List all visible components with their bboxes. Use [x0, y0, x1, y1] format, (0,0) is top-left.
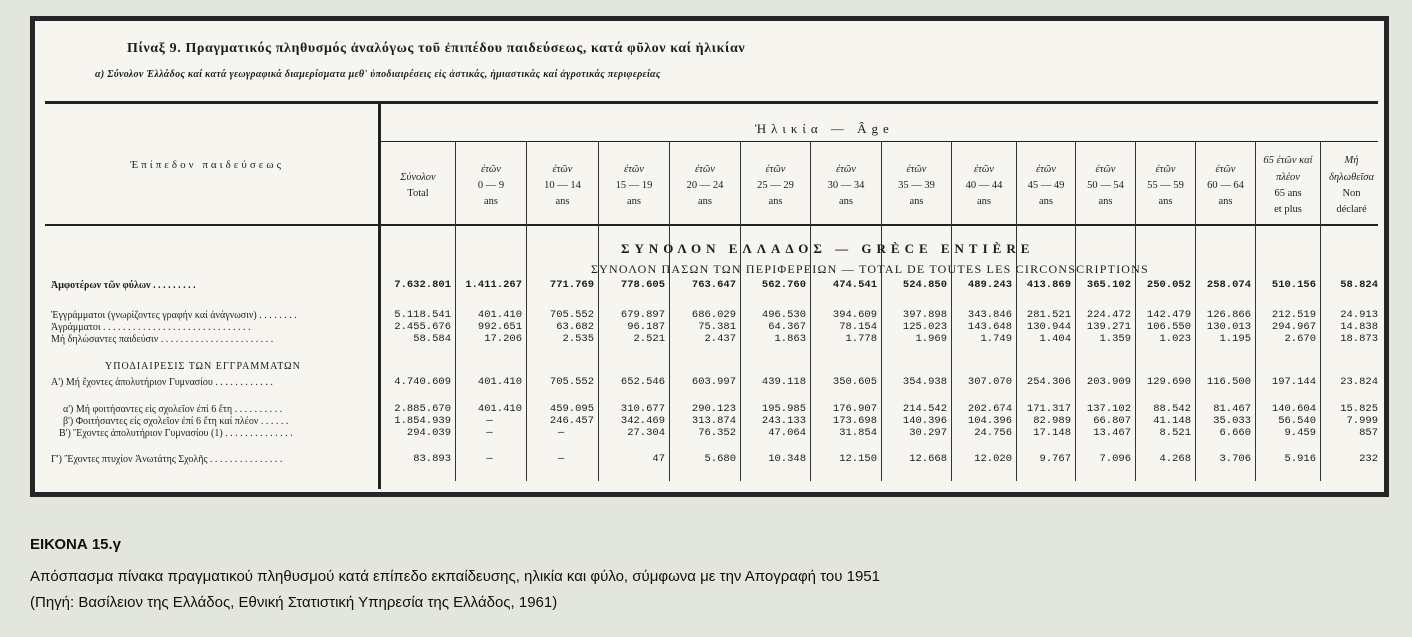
- table-cell: 3.706: [1219, 453, 1251, 465]
- table-cell: 212.519: [1271, 309, 1316, 321]
- table-cell: 58.584: [413, 333, 451, 345]
- table-cell: 1.195: [1219, 333, 1251, 345]
- column-header-bottom: ans: [1158, 196, 1173, 208]
- column-header-bottom: ans: [1218, 196, 1233, 208]
- column-header: [952, 151, 1016, 221]
- table-subtitle: α) Σύνολον Ἑλλάδος καί κατά γεωγραφικά διαμερίσματα μεθ' ὑποδιαιρέσεις εἰς ἀστικάς, ἡμιαστικάς καί ἀγροτικάς περιφερείας: [95, 69, 661, 80]
- row-label: Ἀγράμματοι . . . . . . . . . . . . . . . . . . . . . . . . . . . . . .: [51, 322, 251, 333]
- table-cell: 63.682: [556, 321, 594, 333]
- column-header-bottom: déclaré: [1336, 204, 1367, 216]
- table-cell: 24.913: [1340, 309, 1378, 321]
- column-header-mid: 30 — 34: [827, 179, 865, 191]
- table-cell: 130.013: [1206, 321, 1251, 333]
- table-row: [35, 376, 1384, 389]
- table-cell: —: [557, 427, 565, 439]
- column-header: [1136, 151, 1195, 221]
- row-label: Γ') Ἔχοντες πτυχίον Ἀνωτάτης Σχολῆς . . . . . . . . . . . . . . .: [51, 454, 283, 465]
- table-cell: 224.472: [1086, 309, 1131, 321]
- table-cell: 2.437: [704, 333, 736, 345]
- column-header-mid: 55 — 59: [1147, 179, 1184, 191]
- column-header-bottom: ans: [698, 196, 712, 208]
- table-cell: 7.632.801: [394, 279, 451, 291]
- figure-caption-title: ΕΙΚΟΝΑ 15.γ: [30, 536, 122, 553]
- column-header-mid: 50 — 54: [1087, 179, 1124, 191]
- table-cell: 7.999: [1346, 415, 1378, 427]
- table-cell: 401.410: [477, 376, 522, 388]
- row-label: Α') Μή ἔχοντες ἀπολυτήριον Γυμνασίου . . . . . . . . . . . .: [51, 377, 273, 388]
- column-header: [381, 151, 455, 221]
- column-header-top: Μή δηλωθεῖσα: [1329, 155, 1374, 183]
- table-cell: 603.997: [691, 376, 736, 388]
- table-cell: 310.677: [620, 403, 665, 415]
- table-cell: 496.530: [761, 309, 806, 321]
- table-cell: 413.869: [1026, 279, 1071, 291]
- table-cell: 401.410: [477, 309, 522, 321]
- column-header-mid: 60 — 64: [1207, 179, 1244, 191]
- table-cell: 2.521: [633, 333, 665, 345]
- column-header-top: ἐτῶν: [906, 163, 927, 175]
- column-header-top: ἐτῶν: [1095, 163, 1116, 175]
- rule-age-header: [378, 141, 1378, 142]
- table-cell: —: [486, 427, 493, 439]
- table-cell: 31.854: [839, 427, 877, 439]
- table-cell: 9.767: [1039, 453, 1071, 465]
- column-header-bottom: ans: [839, 196, 853, 208]
- column-header-bottom: ans: [555, 196, 570, 208]
- table-cell: 365.102: [1086, 279, 1131, 291]
- rule-column-heads: [45, 224, 1378, 226]
- column-header-bottom: ans: [1039, 196, 1053, 208]
- table-cell: 58.824: [1340, 279, 1378, 291]
- table-cell: 243.133: [761, 415, 806, 427]
- table-cell: 1.404: [1039, 333, 1071, 345]
- table-cell: 140.396: [902, 415, 947, 427]
- table-cell: 1.023: [1159, 333, 1191, 345]
- table-cell: 1.969: [915, 333, 947, 345]
- table-cell: 652.546: [620, 376, 665, 388]
- table-cell: 56.540: [1278, 415, 1316, 427]
- section-title: ΣΥΝΟΛΟΝ ΕΛΛΑΔΟΣ — GRÈCE ENTIÈRE: [621, 241, 1035, 256]
- column-header-top: ἐτῶν: [624, 163, 644, 175]
- column-header-bottom: ans: [484, 196, 498, 208]
- column-header: [1196, 151, 1255, 221]
- table-cell: 17.206: [484, 333, 522, 345]
- table-cell: 214.542: [902, 403, 947, 415]
- table-cell: 12.020: [974, 453, 1012, 465]
- table-cell: 125.023: [902, 321, 947, 333]
- table-cell: 246.457: [549, 415, 594, 427]
- column-header-mid: 25 — 29: [757, 179, 794, 191]
- column-header-top: ἐτῶν: [552, 163, 573, 175]
- column-header-top: ἐτῶν: [481, 163, 501, 175]
- table-cell: 142.479: [1146, 309, 1191, 321]
- table-cell: 7.096: [1099, 453, 1131, 465]
- table-cell: 88.542: [1153, 403, 1191, 415]
- scanned-table-frame: [30, 16, 1389, 497]
- table-cell: 459.095: [549, 403, 594, 415]
- column-header-mid: Non: [1342, 188, 1361, 199]
- table-cell: 294.967: [1271, 321, 1316, 333]
- column-header-top: ἐτῶν: [765, 163, 786, 175]
- table-cell: 313.874: [691, 415, 736, 427]
- column-header-bottom: ans: [977, 196, 991, 208]
- column-header: [741, 151, 810, 221]
- table-cell: 778.605: [620, 279, 665, 291]
- scanned-table-sheet: [35, 21, 1384, 492]
- table-cell: 13.467: [1093, 427, 1131, 439]
- table-cell: 14.838: [1340, 321, 1378, 333]
- stub-header: Ἐπίπεδον παιδεύσεως: [130, 159, 284, 171]
- row-label: β') Φοιτήσαντες εἰς σχολεῖον ἐπί 6 ἔτη καί πλέον . . . . . .: [63, 416, 289, 427]
- table-cell: 130.944: [1026, 321, 1071, 333]
- table-cell: 17.148: [1033, 427, 1071, 439]
- column-header: [670, 151, 740, 221]
- table-cell: 354.938: [902, 376, 947, 388]
- column-header-mid: 20 — 24: [686, 179, 724, 191]
- table-cell: 307.070: [967, 376, 1012, 388]
- table-cell: 679.897: [620, 309, 665, 321]
- table-cell: 397.898: [902, 309, 947, 321]
- table-cell: 197.144: [1271, 376, 1316, 388]
- table-cell: 294.039: [406, 427, 451, 439]
- column-header: [1017, 151, 1075, 221]
- row-label: Μή δηλώσαντες παιδεύσιν . . . . . . . . . . . . . . . . . . . . . . .: [51, 334, 274, 345]
- table-cell: 66.807: [1093, 415, 1131, 427]
- column-header-top: ἐτῶν: [1215, 163, 1236, 175]
- table-cell: —: [557, 453, 565, 465]
- column-header: [882, 151, 951, 221]
- column-header-mid: 40 — 44: [965, 179, 1003, 191]
- table-cell: 1.778: [845, 333, 877, 345]
- table-cell: 12.150: [839, 453, 877, 465]
- table-cell: 203.909: [1086, 376, 1131, 388]
- table-cell: 139.271: [1086, 321, 1131, 333]
- table-cell: 992.651: [477, 321, 522, 333]
- column-header-top: ἐτῶν: [974, 163, 994, 175]
- table-cell: 4.268: [1159, 453, 1191, 465]
- table-cell: 1.863: [774, 333, 806, 345]
- table-cell: 116.500: [1206, 376, 1251, 388]
- table-cell: 290.123: [691, 403, 736, 415]
- table-cell: 104.396: [967, 415, 1012, 427]
- table-cell: 2.455.676: [394, 321, 451, 333]
- column-header-mid: 65 ans: [1274, 188, 1302, 199]
- table-row: [35, 333, 1384, 346]
- column-header: [811, 151, 881, 221]
- table-cell: 2.670: [1284, 333, 1316, 345]
- table-cell: 12.668: [909, 453, 947, 465]
- table-cell: 171.317: [1026, 403, 1071, 415]
- table-cell: 30.297: [909, 427, 947, 439]
- table-title: Πίναξ 9. Πραγματικός πληθυσμός ἀναλόγως τοῦ ἐπιπέδου παιδεύσεως, κατά φῦλον καί ἡλικίαν: [127, 41, 746, 56]
- column-header: [1321, 151, 1382, 221]
- table-cell: 1.749: [980, 333, 1012, 345]
- group-header: ΥΠΟΔΙΑΙΡΕΣΙΣ ΤΩΝ ΕΓΓΡΑΜΜΑΤΩΝ: [105, 361, 301, 372]
- table-cell: 35.033: [1213, 415, 1251, 427]
- table-cell: 1.359: [1099, 333, 1131, 345]
- table-cell: 489.243: [967, 279, 1012, 291]
- column-header-top: ἐτῶν: [1155, 163, 1176, 175]
- column-header: [599, 151, 669, 221]
- table-cell: 83.893: [413, 453, 451, 465]
- table-cell: 47.064: [768, 427, 806, 439]
- figure-caption-line2: (Πηγή: Βασίλειον της Ελλάδος, Εθνική Στατιστική Υπηρεσία της Ελλάδος, 1961): [30, 594, 558, 611]
- column-header-top: ἐτῶν: [1036, 163, 1056, 175]
- table-cell: 281.521: [1026, 309, 1071, 321]
- table-cell: 686.029: [691, 309, 736, 321]
- table-cell: 474.541: [832, 279, 877, 291]
- figure-caption-line1: Απόσπασμα πίνακα πραγματικού πληθυσμού κατά επίπεδο εκπαίδευσης, ηλικία και φύλο, σύμφωνα με την Απογραφή του 1951: [30, 568, 880, 585]
- column-header-top: ἐτῶν: [695, 163, 715, 175]
- table-cell: 106.550: [1146, 321, 1191, 333]
- column-header-bottom: ans: [1098, 196, 1113, 208]
- table-cell: 96.187: [627, 321, 665, 333]
- table-cell: 129.690: [1146, 376, 1191, 388]
- table-cell: 8.521: [1159, 427, 1191, 439]
- column-header-mid: 35 — 39: [898, 179, 935, 191]
- table-cell: 1.854.939: [394, 415, 451, 427]
- table-cell: 76.352: [698, 427, 736, 439]
- table-cell: 176.907: [832, 403, 877, 415]
- column-header-mid: 0 — 9: [477, 179, 505, 191]
- table-cell: 254.306: [1026, 376, 1071, 388]
- table-cell: 23.824: [1340, 376, 1378, 388]
- table-cell: 562.760: [761, 279, 806, 291]
- rule-top: [45, 101, 1378, 104]
- table-cell: 10.348: [768, 453, 806, 465]
- column-header-bottom: ans: [909, 196, 924, 208]
- table-cell: 350.605: [832, 376, 877, 388]
- table-cell: —: [486, 453, 493, 465]
- column-header-bottom: Total: [407, 188, 429, 199]
- table-cell: 5.916: [1284, 453, 1316, 465]
- table-cell: 5.118.541: [394, 309, 451, 321]
- row-label: Β') Ἔχοντες ἀπολυτήριον Γυμνασίου (1) . . . . . . . . . . . . . .: [59, 428, 293, 439]
- column-header-mid: 15 — 19: [615, 179, 653, 191]
- table-cell: 258.074: [1206, 279, 1251, 291]
- table-cell: 41.148: [1153, 415, 1191, 427]
- table-cell: 510.156: [1271, 279, 1316, 291]
- row-label: Ἀμφοτέρων τῶν φύλων . . . . . . . . .: [51, 280, 196, 291]
- table-cell: 195.985: [761, 403, 806, 415]
- table-cell: 2.535: [562, 333, 594, 345]
- table-cell: 64.367: [768, 321, 806, 333]
- column-header-bottom: et plus: [1274, 204, 1302, 216]
- table-cell: —: [486, 415, 493, 427]
- table-row: [35, 453, 1384, 466]
- table-cell: 143.648: [967, 321, 1012, 333]
- table-cell: 126.866: [1206, 309, 1251, 321]
- row-label: Ἐγγράμματοι (γνωρίζοντες γραφήν καί ἀνάγνωσιν) . . . . . . . .: [51, 310, 297, 321]
- table-cell: 173.698: [832, 415, 877, 427]
- table-cell: 250.052: [1146, 279, 1191, 291]
- table-cell: 771.769: [549, 279, 594, 291]
- age-header: Ἡλικία — Âge: [755, 121, 894, 136]
- table-cell: 5.680: [704, 453, 736, 465]
- table-cell: 47: [652, 453, 665, 465]
- table-cell: 15.825: [1340, 403, 1378, 415]
- table-cell: 394.609: [832, 309, 877, 321]
- column-header-top: ἐτῶν: [836, 163, 856, 175]
- table-cell: 705.552: [549, 376, 594, 388]
- column-header: [527, 151, 598, 221]
- table-cell: 140.604: [1271, 403, 1316, 415]
- table-cell: 75.381: [698, 321, 736, 333]
- column-header-top: 65 ἐτῶν καί πλέον: [1263, 155, 1313, 183]
- table-cell: 9.459: [1284, 427, 1316, 439]
- table-cell: 232: [1359, 453, 1378, 465]
- table-cell: 763.647: [691, 279, 736, 291]
- table-cell: 82.989: [1033, 415, 1071, 427]
- table-cell: 2.885.670: [394, 403, 451, 415]
- table-cell: 705.552: [549, 309, 594, 321]
- column-header-mid: 10 — 14: [544, 179, 581, 191]
- table-cell: 78.154: [839, 321, 877, 333]
- table-row: [35, 279, 1384, 292]
- table-cell: 27.304: [627, 427, 665, 439]
- table-cell: 857: [1359, 427, 1378, 439]
- table-cell: 4.740.609: [394, 376, 451, 388]
- table-cell: 401.410: [477, 403, 522, 415]
- section-subtitle: ΣΥΝΟΛΟΝ ΠΑΣΩΝ ΤΩΝ ΠΕΡΙΦΕΡΕΙΩΝ — TOTAL DE TOUTES LES CIRCONSCRIPTIONS: [591, 262, 1149, 276]
- table-cell: 524.850: [902, 279, 947, 291]
- column-header-top: Σύνολον: [400, 171, 436, 183]
- column-header: [456, 151, 526, 221]
- table-cell: 6.660: [1219, 427, 1251, 439]
- table-cell: 1.411.267: [465, 279, 522, 291]
- column-header-bottom: ans: [627, 196, 641, 208]
- column-header: [1256, 151, 1320, 221]
- table-cell: 24.756: [974, 427, 1012, 439]
- table-cell: 439.118: [761, 376, 806, 388]
- row-label: α') Μή φοιτήσαντες εἰς σχολεῖον ἐπί 6 ἔτη . . . . . . . . . .: [63, 404, 283, 415]
- table-cell: 81.467: [1213, 403, 1251, 415]
- table-cell: 342.469: [620, 415, 665, 427]
- table-row: [35, 427, 1384, 440]
- column-header: [1076, 151, 1135, 221]
- table-cell: 18.873: [1340, 333, 1378, 345]
- table-cell: 202.674: [967, 403, 1012, 415]
- column-header-mid: 45 — 49: [1027, 179, 1065, 191]
- column-header-bottom: ans: [768, 196, 783, 208]
- table-cell: 137.102: [1086, 403, 1131, 415]
- table-cell: 343.846: [967, 309, 1012, 321]
